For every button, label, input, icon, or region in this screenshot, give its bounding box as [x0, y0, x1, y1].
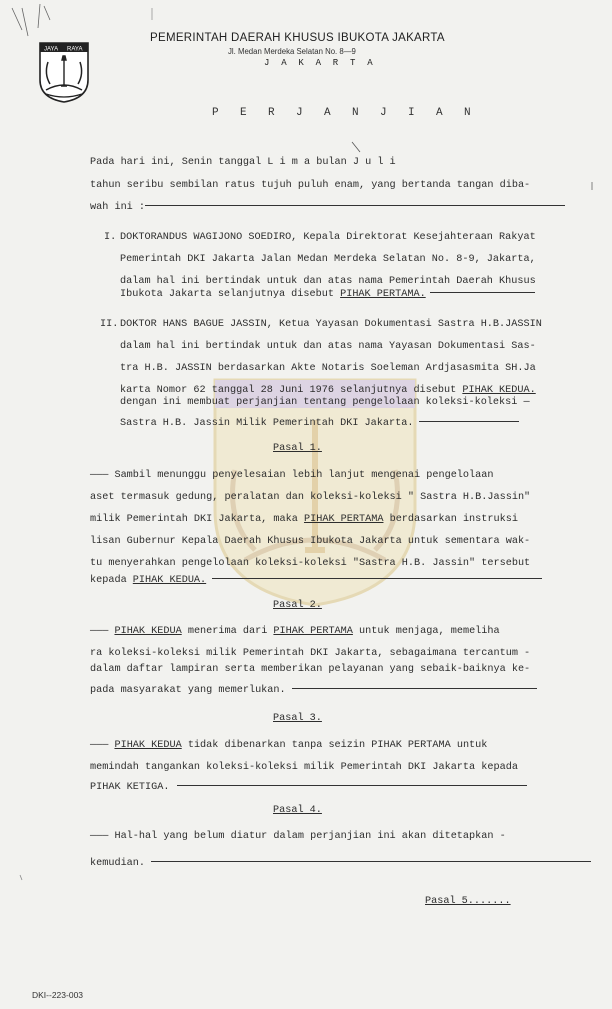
pasal-2-heading: Pasal 2. [273, 600, 322, 611]
pasal3-line: PIHAK KETIGA. [90, 782, 527, 793]
pasal2-line: dalam daftar lampiran serta memberikan pelayanan yang sebaik-baiknya ke- [90, 664, 531, 675]
pasal2-line: ra koleksi-koleksi milik Pemerintah DKI Jakarta, sebagaimana tercantum - [90, 648, 531, 659]
pasal1-line: lisan Gubernur Kepala Daerah Khusus Ibukota Jakarta untuk sementara wak- [90, 536, 531, 547]
pasal2-line: pada masyarakat yang memerlukan. [90, 685, 537, 696]
party2-line: Sastra H.B. Jassin Milik Pemerintah DKI Jakarta. [120, 418, 519, 429]
pasal1-line: milik Pemerintah DKI Jakarta, maka PIHAK PERTAMA berdasarkan instruksi [90, 514, 518, 525]
party1-line: Pemerintah DKI Jakarta Jalan Medan Merdeka Selatan No. 8-9, Jakarta, [120, 254, 536, 265]
pasal1-line: tu menyerahkan pengelolaan koleksi-koleksi "Sastra H.B. Jassin" tersebut [90, 558, 531, 569]
party2-line: dalam hal ini bertindak untuk dan atas nama Yayasan Dokumentasi Sas- [120, 341, 536, 352]
svg-text:RAYA: RAYA [67, 46, 83, 53]
pasal4-line: ——— Hal-hal yang belum diatur dalam perjanjian ini akan ditetapkan - [90, 831, 506, 842]
opening-line: wah ini : [90, 202, 565, 213]
party1-line: dalam hal ini bertindak untuk dan atas nama Pemerintah Daerah Khusus [120, 276, 536, 287]
party2-line: DOKTOR HANS BAGUE JASSIN, Ketua Yayasan Dokumentasi Sastra H.B.JASSIN [120, 319, 542, 330]
opening-line: Pada hari ini, Senin tanggal L i m a bulan J u l i [90, 157, 396, 168]
pasal3-line: ——— PIHAK KEDUA tidak dibenarkan tanpa seizin PIHAK PERTAMA untuk [90, 740, 488, 751]
pasal3-line: memindah tangankan koleksi-koleksi milik Pemerintah DKI Jakarta kepada [90, 762, 518, 773]
document-title: P E R J A N J I A N [212, 107, 479, 119]
party2-line: tra H.B. JASSIN berdasarkan Akte Notaris Soeleman Ardjasasmita SH.Ja [120, 363, 536, 374]
party1-line: DOKTORANDUS WAGIJONO SOEDIRO, Kepala Direktorat Kesejahteraan Rakyat [120, 232, 536, 243]
party-number: II. [100, 319, 119, 330]
government-address: Jl. Medan Merdeka Selatan No. 8—9 [228, 47, 356, 56]
opening-line: tahun seribu sembilan ratus tujuh puluh enam, yang bertanda tangan diba- [90, 180, 531, 191]
government-title: PEMERINTAH DAERAH KHUSUS IBUKOTA JAKARTA [150, 32, 445, 44]
party1-line: Ibukota Jakarta selanjutnya disebut PIHAK PERTAMA. [120, 289, 535, 300]
party-number: I. [104, 232, 117, 243]
pasal1-line: aset termasuk gedung, peralatan dan koleksi-koleksi " Sastra H.B.Jassin" [90, 492, 531, 503]
pasal4-line: kemudian. [90, 858, 591, 869]
party2-line: dengan ini membuat perjanjian tentang pengelolaan koleksi-koleksi — [120, 397, 530, 408]
pasal2-line: ——— PIHAK KEDUA menerima dari PIHAK PERTAMA untuk menjaga, memeliha [90, 626, 500, 637]
pasal1-line: ——— Sambil menunggu penyelesaian lebih lanjut mengenai pengelolaan [90, 470, 494, 481]
party2-line: karta Nomor 62 tanggal 28 Juni 1976 selanjutnya disebut PIHAK KEDUA. [120, 385, 536, 396]
pasal-5-reference: Pasal 5....... [425, 896, 511, 907]
government-city: J A K A R T A [264, 58, 376, 68]
pasal1-line: kepada PIHAK KEDUA. [90, 575, 542, 586]
pasal-4-heading: Pasal 4. [273, 805, 322, 816]
svg-text:JAYA: JAYA [44, 46, 59, 53]
pasal-3-heading: Pasal 3. [273, 713, 322, 724]
pasal-1-heading: Pasal 1. [273, 443, 322, 454]
jakarta-emblem-icon [36, 40, 92, 104]
footer-document-code: DKI--223-003 [32, 990, 84, 1000]
